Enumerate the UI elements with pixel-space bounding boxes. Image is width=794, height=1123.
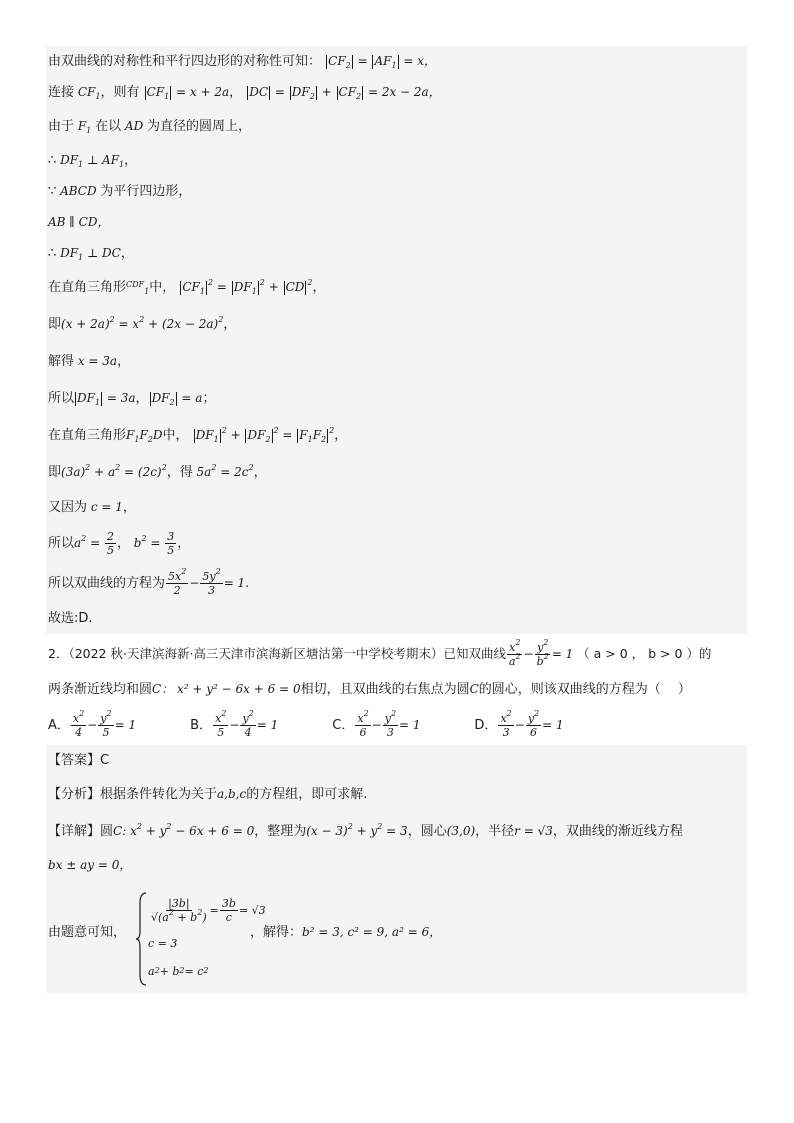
text: 在直角三角形: [48, 428, 127, 443]
detail-line: 【详解】圆C: $x^2 + y^2 - 6x + 6 = 0$，整理为$(x - 3)^2 + y^2 = 3$，圆心(3,0)，半径r = √3，双曲线的渐近线方程: [48, 822, 683, 839]
text: 在直角三角形: [48, 280, 127, 295]
math: = x + 2a: [176, 85, 230, 99]
question-number: 2．: [48, 646, 69, 661]
question-stem-line: 两条渐近线均和圆C： x² + y² − 6x + 6 = 0相切，且双曲线的右焦点为圆C的圆心，则该双曲线的方程为（ ）: [46, 674, 747, 705]
solution-line: [46, 603, 747, 634]
text: 所以双曲线的方程为: [48, 576, 166, 591]
math: = 2x − 2a，: [367, 85, 441, 99]
text: 两条渐近线均和圆: [48, 682, 153, 697]
solution-line: 解得 x = 3a，: [48, 354, 131, 369]
equation-system: $\frac{|3b|}{√(a^2 + b^2)}$ = $\frac{3b}{c}$ = √3 c = 3 a 2 + b 2 = c 2: [148, 896, 266, 978]
solution-line: 又因为 c = 1，: [48, 500, 136, 515]
text: ∵: [48, 184, 57, 199]
text: 由于: [48, 119, 75, 134]
analysis-label: 【分析】: [48, 787, 101, 802]
option-label: D．: [474, 718, 498, 733]
text: ，半径: [475, 824, 515, 839]
option-label: C．: [332, 718, 355, 733]
detail-line: [46, 850, 747, 881]
options-row: [46, 705, 747, 745]
text: 已知双曲线: [443, 646, 506, 661]
solution-line: ∴ $DF_1$ ⊥ $AF_1$，: [48, 153, 138, 169]
brace-icon: [134, 891, 148, 987]
text: 中，: [149, 280, 176, 295]
answer-line: [46, 745, 747, 776]
solution-line: [46, 207, 747, 238]
text: 即: [48, 465, 62, 480]
text: ，圆心: [407, 824, 447, 839]
answer-value: C: [100, 753, 110, 768]
text: ，整理为: [254, 824, 307, 839]
document-page: [46, 46, 747, 993]
solution-line: ∴ $DF_1$ ⊥ DC，: [48, 246, 134, 262]
math: = x，: [403, 54, 437, 68]
solution-line: 在直角三角形$F_1F_2D$中， $DF_1^2 + DF_2^2 = F_1F_2^2$，: [48, 426, 348, 444]
text: ，得: [166, 465, 193, 480]
equation-system-block: [46, 881, 747, 993]
solution-line: 所以 $DF_1 = 3a$， $DF_2 = a$；: [48, 391, 216, 407]
text: 相切，且双曲线的右焦点为圆: [300, 682, 470, 697]
answer-label: 【答案】: [48, 753, 101, 768]
math: AB ∥ CD，: [48, 215, 110, 229]
option-c[interactable]: C． $\frac{x^2}{6}$ − $\frac{y^2}{3}$ = 1: [332, 709, 421, 739]
math: $CF_2 = AF_1$: [328, 54, 397, 70]
solution-line: ∵ ABCD 为平行四边形，: [48, 184, 192, 199]
math: a,b,c: [217, 787, 247, 801]
solution-line: 在直角三角形$^{CDF}_1$中， $CF_1^2 = DF_1^2$ + CD $^2$，: [48, 278, 326, 296]
text: ，解得：: [250, 925, 303, 940]
text: ∴: [48, 153, 57, 168]
option-d[interactable]: D． $\frac{x^2}{3}$ − $\frac{y^2}{6}$ = 1: [474, 709, 564, 739]
solution-line: 连接 $CF_1$，则有 $CF_1 = x + 2a$， DC = $DF_2 + CF_2 = 2x - 2a$，: [48, 85, 441, 101]
text: 又因为: [48, 500, 88, 515]
text: 解得: [48, 354, 75, 369]
text: 为直径的圆周上，: [147, 119, 252, 134]
solution-line: 由于 $F_1$ 在以 AD 为直径的圆周上，: [48, 119, 252, 135]
text: 由题意可知，: [48, 925, 127, 940]
text: ，则有: [100, 85, 140, 100]
text: 根据条件转化为关于: [100, 787, 218, 802]
option-b[interactable]: B． $\frac{x^2}{5}$ − $\frac{y^2}{4}$ = 1: [190, 709, 279, 739]
option-label: A．: [48, 718, 70, 733]
text: 的圆心，则该双曲线的方程为（ ）: [478, 682, 691, 697]
text: 即: [48, 317, 62, 332]
solution-line: [46, 46, 747, 77]
text: 所以: [48, 536, 75, 551]
text: 所以: [48, 391, 75, 406]
solution-line: 所以$a^2$ = $\frac{2}{5}$ ， $b^2$ = $\frac{3}{5}$ ，: [48, 530, 191, 557]
system-result: [250, 921, 441, 940]
math: b² = 3, c² = 9, a² = 6，: [302, 925, 442, 939]
option-label: B．: [190, 718, 213, 733]
answer-block: [46, 745, 747, 993]
solution-line: 即$(3a)^2 + a^2 = (2c)^2$，得 $5a^2 = 2c^2$，: [48, 463, 267, 480]
text: 圆: [100, 824, 114, 839]
text: （ a > 0 ， b > 0 ）的: [577, 646, 712, 661]
solution-block-previous: [46, 46, 747, 634]
analysis-line: [46, 776, 747, 813]
text: 连接: [48, 85, 75, 100]
solution-line: 所以双曲线的方程为 $\frac{5x^2}{2}$ − $\frac{5y^2}{3}$ = 1.: [48, 567, 250, 597]
solution-line: 即$(x + 2a)^2 = x^2 + (2x - 2a)^2$，: [48, 315, 237, 332]
text: ∴: [48, 246, 57, 261]
text: 在以: [95, 119, 122, 134]
question-stem-line: 2．（2022 秋·天津滨海新·高三天津市滨海新区塘沽第一中学校考期末）已知双曲线 $\frac{x^2}{a^2}$ − $\frac{y^2}{b^2}$ = 1 （ a > 0 ， b > 0 ）的: [46, 634, 747, 674]
math: C： x² + y² − 6x + 6 = 0: [152, 682, 301, 696]
math: bx ± ay = 0，: [48, 858, 132, 872]
text: 由双曲线的对称性和平行四边形的对称性可知：: [48, 54, 322, 69]
option-a[interactable]: A． $\frac{x^2}{4}$ − $\frac{y^2}{5}$ = 1: [48, 709, 137, 739]
text: 为平行四边形，: [100, 184, 192, 199]
detail-label: 【详解】: [48, 824, 101, 839]
text: 中，: [162, 428, 189, 443]
conclusion-text: 故选:D.: [48, 611, 93, 626]
question-source: （2022 秋·天津滨海新·高三天津市滨海新区塘沽第一中学校考期末）: [68, 646, 444, 661]
text: ，双曲线的渐近线方程: [552, 824, 683, 839]
text: 的方程组，即可求解.: [246, 787, 368, 802]
question-2: [46, 634, 747, 745]
